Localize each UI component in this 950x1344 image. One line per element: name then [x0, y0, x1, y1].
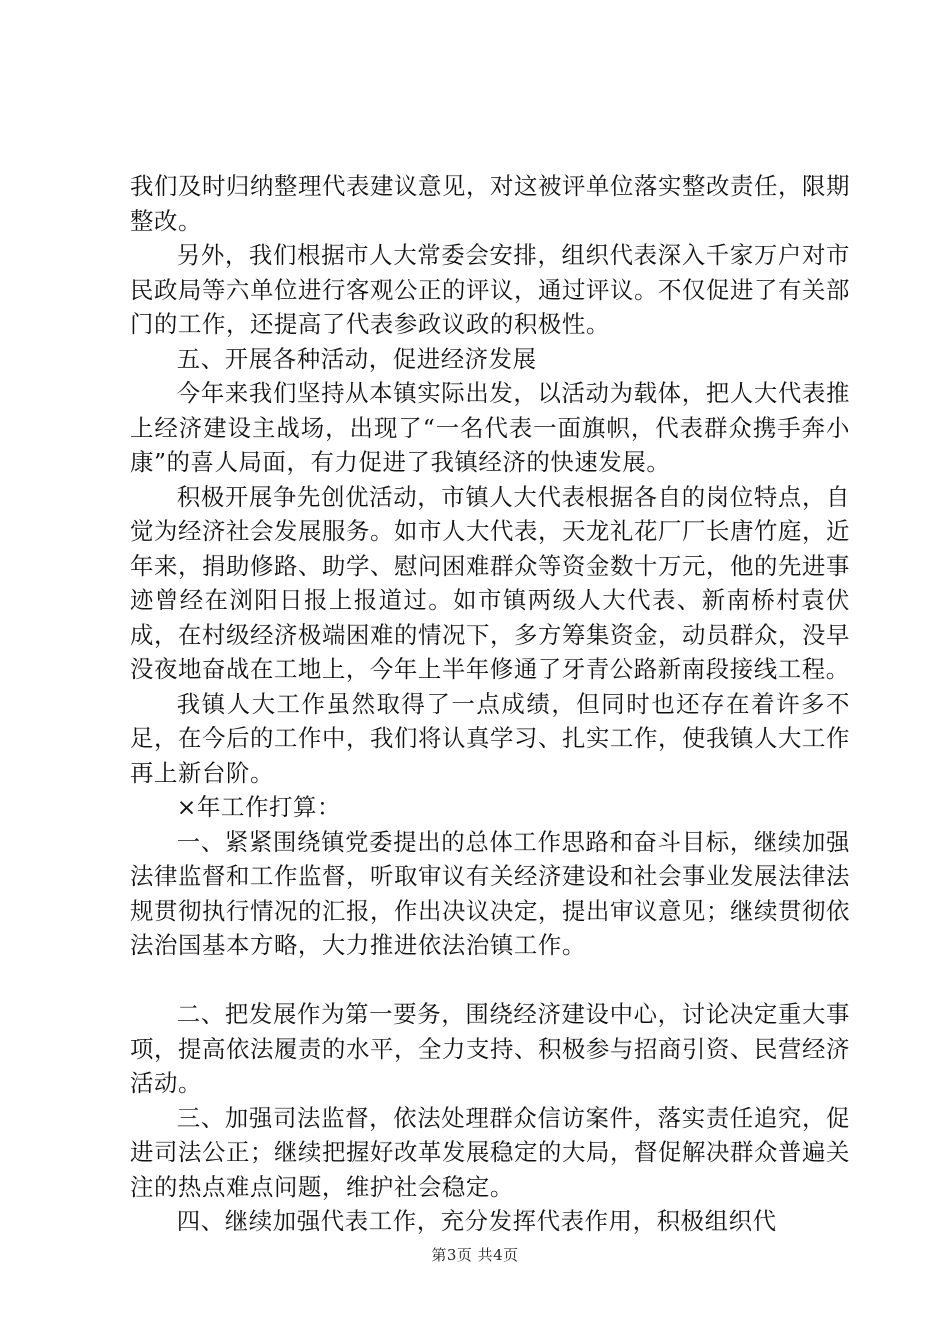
- paragraph: 另外，我们根据市人大常委会安排，组织代表深入千家万户对市民政局等六单位进行客观公正的评议，通过评议。不仅促进了有关部门的工作，还提高了代表参政议政的积极性。: [130, 241, 850, 338]
- page-number-label: 第3页 共4页: [431, 1246, 519, 1264]
- paragraph: 今年来我们坚持从本镇实际出发，以活动为载体，把人大代表推上经济建设主战场，出现了“一名代表一面旗帜，代表群众携手奔小康”的喜人局面，有力促进了我镇经济的快速发展。: [130, 379, 850, 476]
- paragraph: 我们及时归纳整理代表建议意见，对这被评单位落实整改责任，限期整改。: [130, 172, 850, 235]
- section-heading: 五、开展各种活动，促进经济发展: [176, 344, 537, 373]
- page-footer: [0, 1245, 950, 1265]
- document-body: [130, 169, 850, 1239]
- paragraph: 一、紧紧围绕镇党委提出的总体工作思路和奋斗目标，继续加强法律监督和工作监督，听取审议有关经济建设和社会事业发展法律法规贯彻执行情况的汇报，作出决议决定，提出审议意见；继续贯彻依法治国基本方略，大力推进依法治镇工作。: [130, 827, 850, 959]
- paragraph: 四、继续加强代表工作，充分发挥代表作用，积极组织代: [176, 1207, 777, 1235]
- section-heading: ×年工作打算：: [176, 793, 341, 821]
- paragraph: 二、把发展作为第一要务，围绕经济建设中心，讨论决定重大事项，提高依法履责的水平，全力支持、积极参与招商引资、民营经济活动。: [130, 1000, 850, 1097]
- paragraph: 三、加强司法监督，依法处理群众信访案件，落实责任追究，促进司法公正；继续把握好改革发展稳定的大局，督促解决群众普遍关注的热点难点问题，维护社会稳定。: [130, 1103, 850, 1201]
- paragraph: 积极开展争先创优活动，市镇人大代表根据各自的岗位特点，自觉为经济社会发展服务。如市人大代表，天龙礼花厂厂长唐竹庭，近年来，捐助修路、助学、慰问困难群众等资金数十万元，他的先进事迹曾经在浏阳日报上报道过。如市镇两级人大代表、新南桥村袁伏成，在村级经济极端困难的情况下，多方筹集资金，动员群众，没早没夜地奋战在工地上，今年上半年修通了牙青公路新南段接线工程。: [130, 482, 850, 683]
- paragraph: 我镇人大工作虽然取得了一点成绩，但同时也还存在着许多不足，在今后的工作中，我们将认真学习、扎实工作，使我镇人大工作再上新台阶。: [130, 689, 850, 787]
